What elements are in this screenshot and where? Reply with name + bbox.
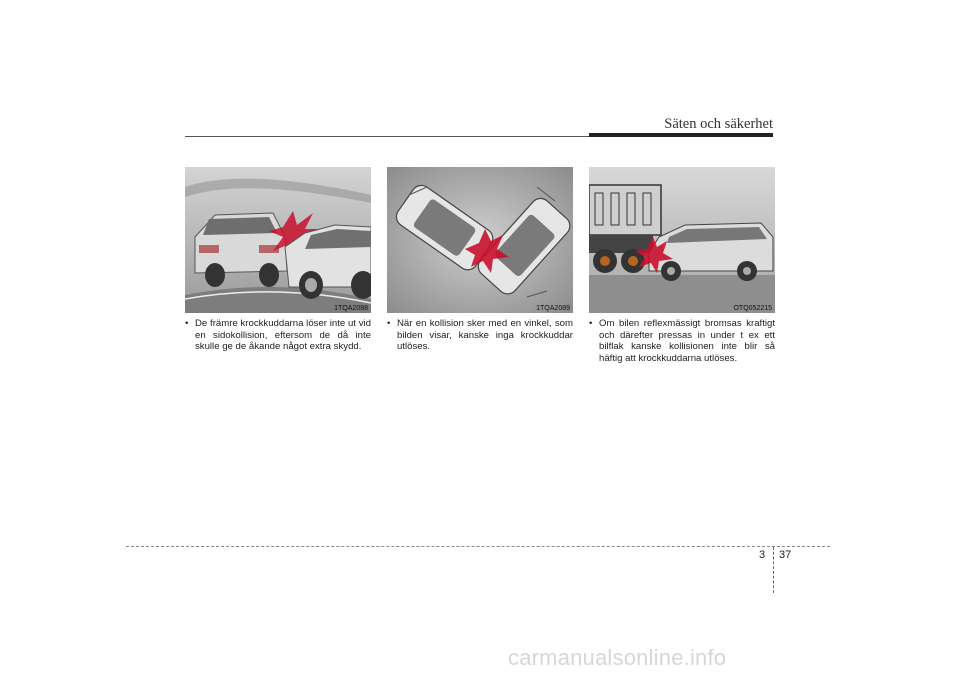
side-collision-illustration <box>185 167 371 313</box>
bullet-paragraph: De främre krockkuddarna löser inte ut vid en sidokollision, eftersom de då inte skulle ge de åkande något extra skydd. <box>195 318 371 353</box>
footer-dashed-rule <box>126 546 830 547</box>
figure-code: 1TQA2089 <box>536 305 570 312</box>
figure-code: OTQ052215 <box>733 305 772 312</box>
figure-underride-collision <box>589 167 775 313</box>
watermark-text: carmanualsonline.info <box>508 645 727 670</box>
figure-angled-collision <box>387 167 573 313</box>
chapter-number: 3 <box>759 549 766 561</box>
bullet-dot-icon: • <box>589 318 593 329</box>
header-rule-thick <box>589 133 773 137</box>
header-rule-thin <box>185 136 589 137</box>
figure-side-collision <box>185 167 371 313</box>
bullet-text <box>589 318 775 364</box>
page-number: 37 <box>779 549 792 561</box>
bullet-paragraph: Om bilen reflexmässigt bromsas kraftigt och därefter pressas in under t ex ett bilflak kanske kollisionen inte blir så häftig att krockkuddarna utlöses. <box>599 318 775 364</box>
bullet-paragraph: När en kollision sker med en vinkel, som bilden visar, kanske inga krockkuddar utlöses. <box>397 318 573 353</box>
figure-code: 1TQA2088 <box>334 305 368 312</box>
bullet-text <box>387 318 573 353</box>
bullet-text <box>185 318 371 353</box>
angled-collision-illustration <box>387 167 573 313</box>
bullet-dot-icon: • <box>185 318 189 329</box>
page-number-separator <box>773 547 774 593</box>
underride-collision-illustration <box>589 167 775 313</box>
section-title: Säten och säkerhet <box>664 116 773 132</box>
bullet-dot-icon: • <box>387 318 391 329</box>
